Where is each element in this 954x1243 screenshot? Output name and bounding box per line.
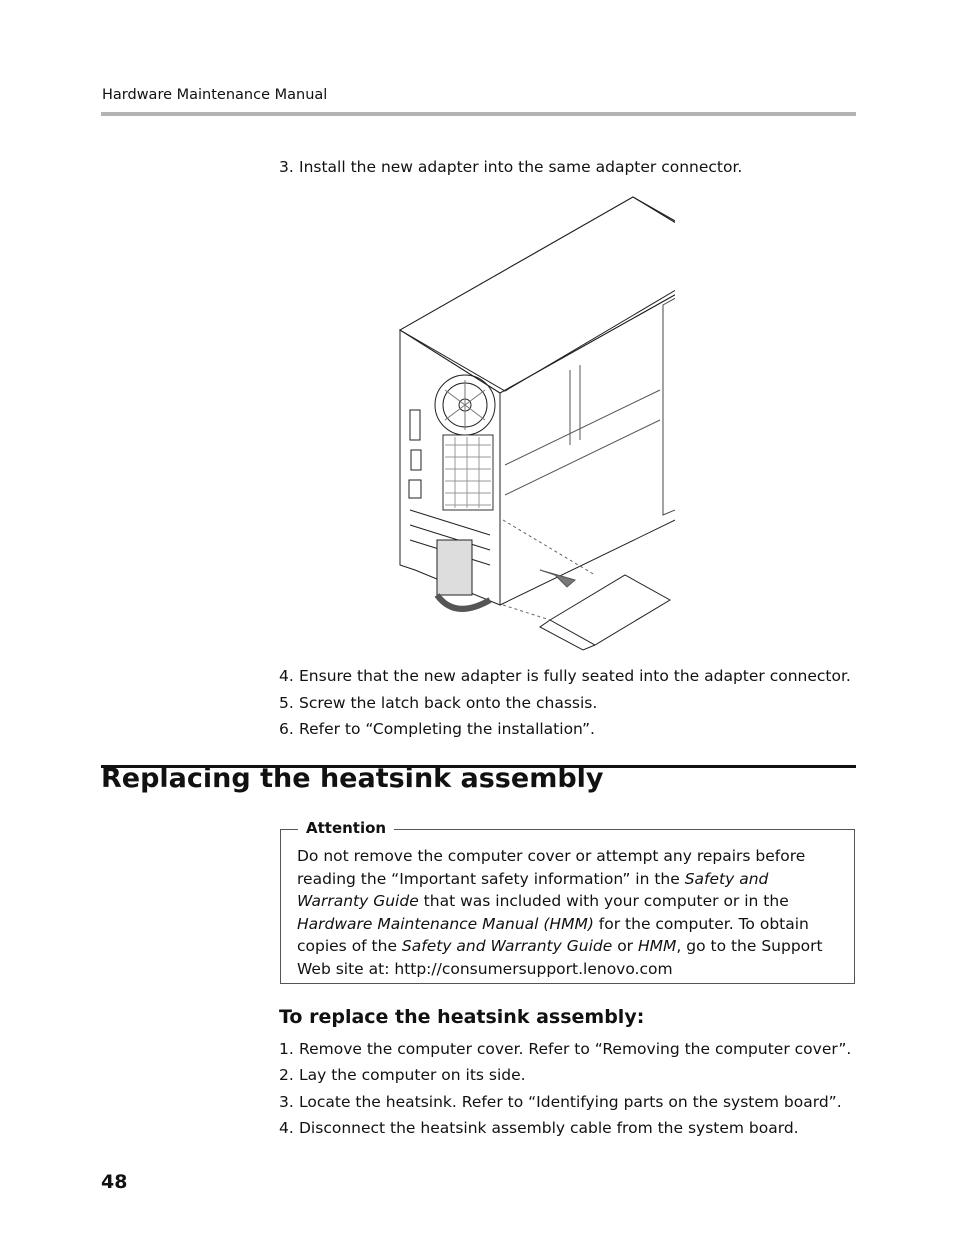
step-text: Lay the computer on its side. xyxy=(299,1066,526,1084)
step-text: Disconnect the heatsink assembly cable from the system board. xyxy=(299,1119,799,1137)
attention-text-part: for the computer. To obtain copies of the xyxy=(297,914,809,955)
step-number: 4. xyxy=(279,1119,294,1137)
step-text: Install the new adapter into the same adapter connector. xyxy=(299,158,743,176)
header-rule xyxy=(101,112,856,116)
step-number: 5. xyxy=(279,694,294,712)
step-number: 2. xyxy=(279,1066,294,1084)
step-number: 3. xyxy=(279,158,294,176)
step-number: 6. xyxy=(279,720,294,738)
list-item xyxy=(279,1066,526,1084)
step-text: Locate the heatsink. Refer to “Identifying parts on the system board”. xyxy=(299,1093,842,1111)
attention-text xyxy=(297,845,842,980)
step-text: Remove the computer cover. Refer to “Removing the computer cover”. xyxy=(299,1040,852,1058)
attention-text-part: , go to the Support Web site at: http://consumersupport.lenovo.com xyxy=(297,937,823,978)
attention-italic-part: Safety and Warranty Guide xyxy=(297,869,769,910)
attention-italic-part: Safety and Warranty Guide xyxy=(401,937,613,955)
procedure-title: To replace the heatsink assembly: xyxy=(279,1006,645,1028)
attention-text-part: Do not remove the computer cover or attempt any repairs before reading the “Important safety information” in the xyxy=(297,847,806,888)
section-title: Replacing the heatsink assembly xyxy=(101,763,604,794)
attention-italic-part: Hardware Maintenance Manual (HMM) xyxy=(297,914,594,933)
step-number: 1. xyxy=(279,1040,294,1058)
list-item xyxy=(279,667,851,685)
step-text: Ensure that the new adapter is fully seated into the adapter connector. xyxy=(299,667,851,685)
page-number: 48 xyxy=(101,1171,128,1193)
list-item xyxy=(279,1119,799,1137)
list-item xyxy=(279,1093,842,1111)
step-text: Screw the latch back onto the chassis. xyxy=(299,694,598,712)
attention-text-part: or xyxy=(612,937,638,955)
step-number: 3. xyxy=(279,1093,294,1111)
list-item xyxy=(279,158,742,176)
list-item xyxy=(279,720,595,738)
step-number: 4. xyxy=(279,667,294,685)
attention-text-part: that was included with your computer or in the xyxy=(418,892,789,910)
attention-label: Attention xyxy=(298,819,394,837)
running-header: Hardware Maintenance Manual xyxy=(102,87,328,103)
list-item xyxy=(279,694,597,712)
chassis-adapter-illustration xyxy=(395,195,675,655)
list-item xyxy=(279,1040,851,1058)
step-text: Refer to “Completing the installation”. xyxy=(299,720,595,738)
attention-italic-part: HMM xyxy=(637,937,677,955)
